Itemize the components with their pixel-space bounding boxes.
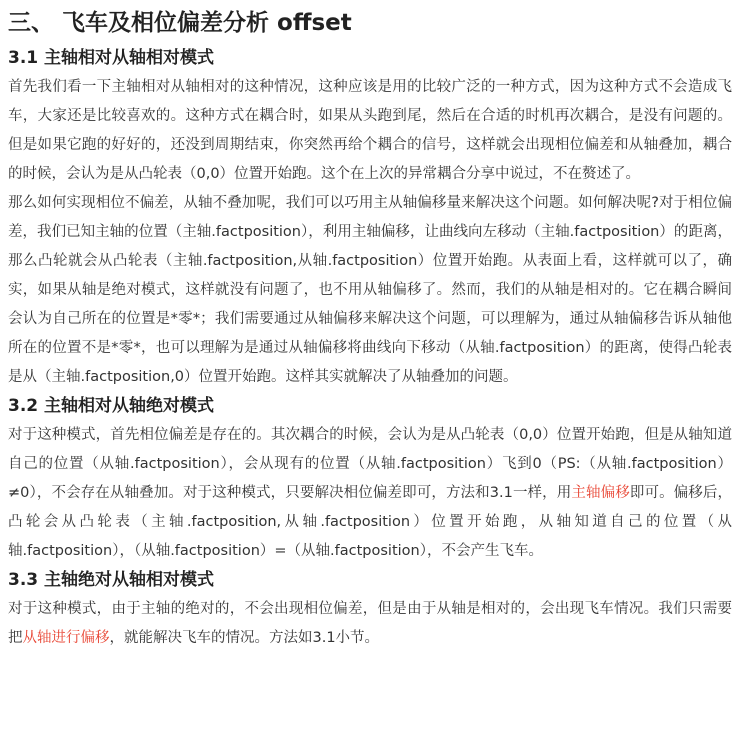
paragraph-3-2 (8, 421, 732, 566)
paragraph-3-1-b: 那么如何实现相位不偏差，从轴不叠加呢，我们可以巧用主从轴偏移量来解决这个问题。如何解决呢?对于相位偏差，我们已知主轴的位置（主轴.factposition），利用主轴偏移，让曲线向左移动（主轴.factposition）的距离，那么凸轮就会从凸轮表（主轴.factposition,从轴.factposition）位置开始跑。从表面上看，这样就可以了，确实，如果从轴是绝对模式，这样就没有问题了，也不用从轴偏移了。然而，我们的从轴是相对的。它在耦合瞬间会认为自己所在的位置是*零*；我们需要通过从轴偏移来解决这个问题，可以理解为，通过从轴偏移告诉从轴他所在的位置不是*零*，也可以理解为是通过从轴偏移将曲线向下移动（从轴.factposition）的距离，使得凸轮表是从（主轴.factposition,0）位置开始跑。这样其实就解决了从轴叠加的问题。 (8, 195, 732, 385)
section-title: 三、 飞车及相位偏差分析 offset (8, 10, 352, 36)
subsection-title-3-3: 3.3 主轴绝对从轴相对模式 (8, 570, 215, 590)
paragraph-3-3-text-before: 对于这种模式，由于主轴的绝对的，不会出现相位偏差，但是由于从轴是相对的，会出现飞车情况。我们只需要把 (8, 601, 732, 646)
paragraph-3-3 (8, 595, 732, 653)
paragraph-3-3-text-after: ，就能解决飞车的情况。方法如3.1小节。 (109, 630, 380, 646)
subsection-title-3-1: 3.1 主轴相对从轴相对模式 (8, 48, 215, 68)
slave-offset-link[interactable]: 从轴进行偏移 (22, 630, 110, 646)
paragraph-3-2-text-after: 即可。偏移后，凸轮会从凸轮表（主轴.factposition,从轴.factposition）位置开始跑，从轴知道自己的位置（从轴.factposition），（从轴.factposition）=（从轴.factposition），不会产生飞车。 (8, 485, 733, 559)
master-offset-link[interactable]: 主轴偏移 (571, 485, 630, 501)
subsection-title-3-2: 3.2 主轴相对从轴绝对模式 (8, 396, 215, 416)
paragraph-3-1-a: 首先我们看一下主轴相对从轴相对的这种情况，这种应该是用的比较广泛的一种方式，因为这种方式不会造成飞车，大家还是比较喜欢的。这种方式在耦合时，如果从头跑到尾，然后在合适的时机再次耦合，是没有问题的。但是如果它跑的好好的，还没到周期结束，你突然再给个耦合的信号，这样就会出现相位偏差和从轴叠加，耦合的时候，会认为是从凸轮表（0,0）位置开始跑。这个在上次的异常耦合分享中说过，不在赘述了。 (8, 79, 732, 182)
paragraph-3-2-text-before: 对于这种模式，首先相位偏差是存在的。其次耦合的时候，会认为是从凸轮表（0,0）位置开始跑，但是从轴知道自己的位置（从轴.factposition），会从现有的位置（从轴.factposition）飞到0（PS:（从轴.factposition）≠0），不会存在从轴叠加。对于这种模式，只要解决相位偏差即可，方法和3.1一样，用 (8, 427, 732, 501)
